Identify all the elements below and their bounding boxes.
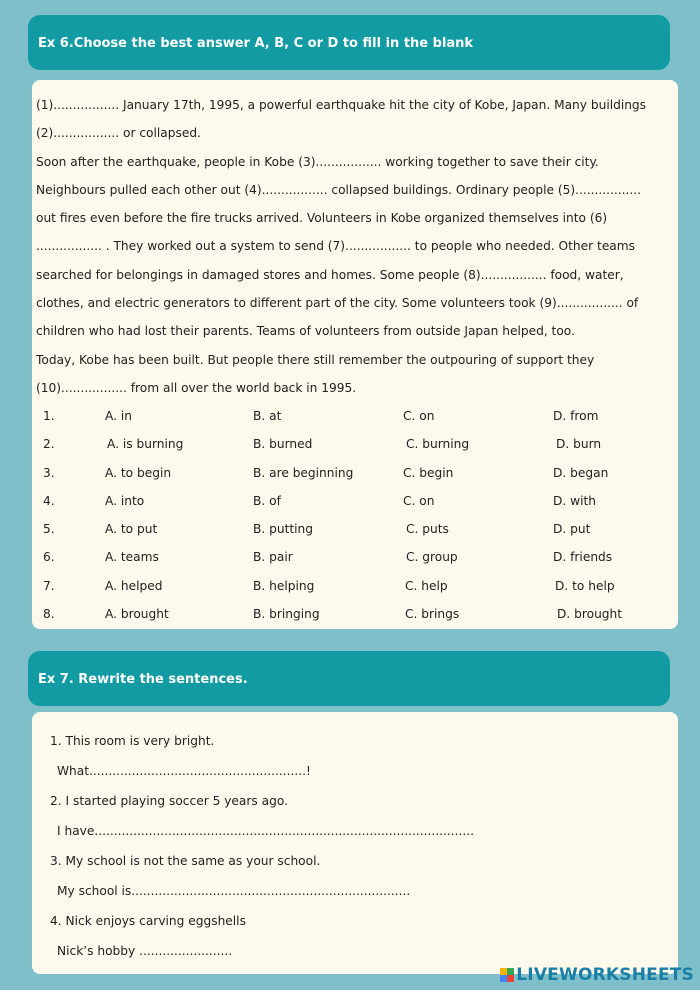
- option-d[interactable]: D. to help: [555, 578, 615, 593]
- rewrite-item: [50, 786, 474, 846]
- rewrite-prompt: 4. Nick enjoys carving eggshells: [50, 914, 246, 928]
- option-row: [32, 600, 678, 628]
- exercise-6-passage: [36, 91, 648, 402]
- question-number: 4.: [43, 493, 55, 508]
- rewrite-prompt: 2. I started playing soccer 5 years ago.: [50, 794, 288, 808]
- option-d[interactable]: D. put: [553, 522, 591, 537]
- option-c[interactable]: C. group: [406, 550, 458, 565]
- exercise-7-panel: [32, 712, 678, 974]
- rewrite-list: [50, 726, 474, 966]
- passage-line: (10)................. from all over the world back in 1995.: [36, 380, 357, 395]
- passage-line: ................. . They worked out a system to send (7)................. to people who needed. Other teams: [36, 239, 636, 254]
- question-number: 2.: [43, 437, 55, 452]
- passage-line: children who had lost their parents. Teams of volunteers from outside Japan helped, too.: [36, 324, 575, 339]
- option-row: [32, 572, 678, 600]
- answer-options-table: [32, 402, 678, 628]
- option-row: [32, 430, 678, 458]
- option-d[interactable]: D. from: [553, 409, 599, 423]
- option-d[interactable]: D. began: [553, 465, 609, 480]
- exercise-6-panel: [32, 80, 678, 629]
- option-b[interactable]: B. helping: [253, 578, 315, 593]
- exercise-7-header: [28, 651, 670, 706]
- option-a[interactable]: A. helped: [105, 578, 163, 593]
- option-row: [32, 459, 678, 487]
- rewrite-answer-line[interactable]: My school is........................................................................: [57, 884, 411, 898]
- option-d[interactable]: D. with: [553, 493, 596, 508]
- question-number: 1.: [43, 409, 55, 423]
- option-a[interactable]: A. to put: [105, 522, 158, 537]
- rewrite-prompt: 3. My school is not the same as your school.: [50, 854, 321, 868]
- option-d[interactable]: D. burn: [556, 437, 602, 452]
- option-a[interactable]: A. teams: [105, 550, 159, 565]
- passage-line: out fires even before the fire trucks arrived. Volunteers in Kobe organized themselves into (6): [36, 211, 608, 226]
- rewrite-answer-line[interactable]: Nick’s hobby ........................: [57, 944, 233, 958]
- option-row: [32, 543, 678, 571]
- logo-square: [507, 968, 514, 975]
- passage-line: Neighbours pulled each other out (4)................. collapsed buildings. Ordinary people (5).................: [36, 182, 642, 197]
- rewrite-answer-line[interactable]: What........................................................!: [57, 764, 311, 778]
- rewrite-answer-line[interactable]: I have..................................................................................................: [57, 824, 475, 838]
- option-a[interactable]: A. is burning: [107, 437, 184, 452]
- option-row: [32, 515, 678, 543]
- passage-line: Today, Kobe has been built. But people there still remember the outpouring of support they: [36, 352, 595, 367]
- logo-grid-icon: [500, 968, 514, 982]
- question-number: 5.: [43, 522, 55, 537]
- option-b[interactable]: B. putting: [253, 522, 313, 537]
- option-a[interactable]: A. to begin: [105, 465, 172, 480]
- option-c[interactable]: C. on: [403, 409, 435, 423]
- exercise-7-title: Ex 7. Rewrite the sentences.: [38, 672, 248, 687]
- logo-square: [500, 968, 507, 975]
- option-b[interactable]: B. pair: [253, 550, 293, 565]
- rewrite-item: [50, 906, 474, 966]
- option-d[interactable]: D. friends: [553, 550, 613, 565]
- option-b[interactable]: B. of: [253, 493, 281, 508]
- option-a[interactable]: A. into: [105, 493, 145, 508]
- logo-text: LIVEWORKSHEETS: [516, 965, 694, 985]
- exercise-6-header: [28, 15, 670, 70]
- option-b[interactable]: B. burned: [253, 437, 313, 452]
- option-c[interactable]: C. brings: [405, 607, 460, 622]
- liveworksheets-logo: [500, 964, 694, 986]
- logo-square: [507, 975, 514, 982]
- passage-line: searched for belongings in damaged stores and homes. Some people (8)................. food, water,: [36, 267, 624, 282]
- exercise-6-title: Ex 6.Choose the best answer A, B, C or D to fill in the blank: [38, 36, 474, 51]
- question-number: 3.: [43, 465, 55, 480]
- option-c[interactable]: C. help: [405, 578, 448, 593]
- option-a[interactable]: A. brought: [105, 607, 169, 622]
- option-c[interactable]: C. on: [403, 493, 435, 508]
- option-b[interactable]: B. are beginning: [253, 465, 354, 480]
- question-number: 6.: [43, 550, 55, 565]
- passage-line: Soon after the earthquake, people in Kobe (3)................. working together to save their city.: [36, 154, 599, 169]
- rewrite-item: [50, 726, 474, 786]
- option-row: [32, 402, 678, 430]
- logo-square: [500, 975, 507, 982]
- option-b[interactable]: B. at: [253, 409, 282, 423]
- question-number: 7.: [43, 578, 55, 593]
- option-a[interactable]: A. in: [105, 409, 132, 423]
- passage-line: (1)................. January 17th, 1995, a powerful earthquake hit the city of Kobe, Japan. Many buildings: [36, 98, 647, 112]
- question-number: 8.: [43, 607, 55, 622]
- option-c[interactable]: C. burning: [406, 437, 470, 452]
- rewrite-prompt: 1. This room is very bright.: [50, 734, 215, 748]
- option-c[interactable]: C. begin: [403, 465, 454, 480]
- rewrite-item: [50, 846, 474, 906]
- option-b[interactable]: B. bringing: [253, 607, 320, 622]
- option-c[interactable]: C. puts: [406, 522, 449, 537]
- option-row: [32, 487, 678, 515]
- option-d[interactable]: D. brought: [557, 607, 623, 622]
- passage-line: clothes, and electric generators to different part of the city. Some volunteers took (9)................. of: [36, 296, 639, 311]
- passage-line: (2)................. or collapsed.: [36, 126, 201, 141]
